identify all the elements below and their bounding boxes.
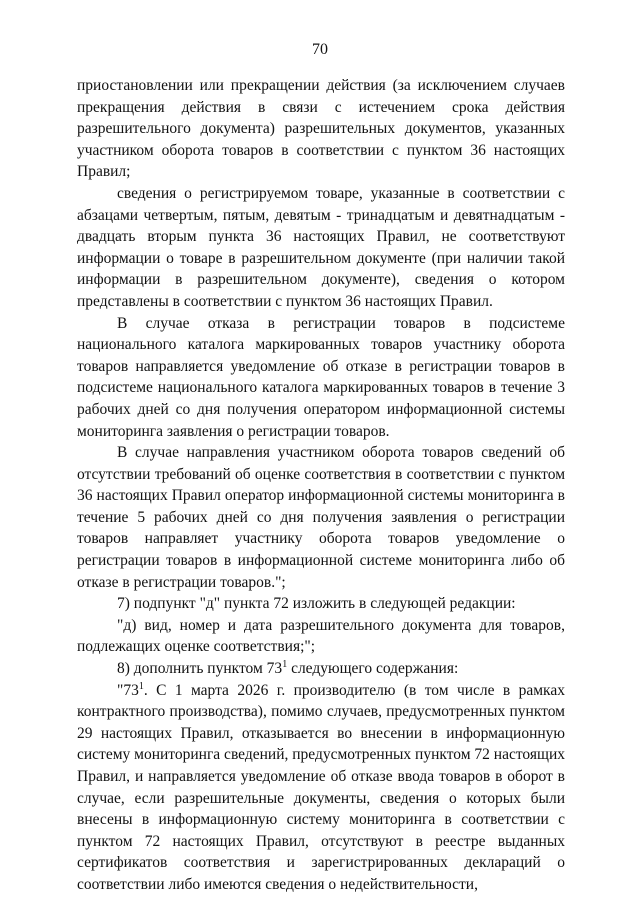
- text-segment: 8) дополнить пунктом 73: [117, 660, 283, 678]
- paragraph: [77, 75, 565, 183]
- text-segment: сведения о регистрируемом товаре, указанные в соответствии с абзацами четвертым, пятым, девятым - тринадцатым и девятнадцатым - двадцать вторым пункта 36 настоящих Правил, не соответствуют информации о товаре в разрешительном документе (при наличии такой информации в разрешительном документе), сведения о котором представлены в соответствии с пунктом 36 настоящих Правил.: [77, 184, 565, 310]
- text-segment: В случае направления участником оборота товаров сведений об отсутствии требований об оценке соответствия в соответствии с пунктом 36 настоящих Правил оператор информационной системы мониторинга в течение 5 рабочих дней со дня получения заявления о регистрации товаров направляет участнику оборота товаров уведомление о регистрации товаров в информационной системе мониторинга либо об отказе в регистрации товаров.";: [77, 444, 565, 591]
- page-number: 70: [312, 41, 328, 58]
- paragraph: [77, 183, 565, 313]
- text-segment: следующего содержания:: [287, 660, 459, 678]
- paragraph: [77, 658, 565, 680]
- text-segment: приостановлении или прекращении действия (за исключением случаев прекращения действия в связи с истечением срока действия разрешительного документа) разрешительных документов, указанных участником оборота товаров в соответствии с пунктом 36 настоящих Правил;: [77, 77, 565, 181]
- text-segment: 7) подпункт "д" пункта 72 изложить в следующей редакции:: [117, 595, 516, 613]
- paragraph: [77, 680, 565, 896]
- paragraph: [77, 615, 565, 658]
- text-segment: "73: [117, 681, 139, 699]
- paragraph: [77, 442, 565, 593]
- text-segment: В случае отказа в регистрации товаров в подсистеме национального каталога маркированных товаров участнику оборота товаров направляется уведомление об отказе в регистрации товаров в подсистеме национального каталога маркированных товаров в течение 3 рабочих дней со дня получения оператором информационной системы мониторинга заявления о регистрации товаров.: [77, 314, 565, 440]
- paragraph: [77, 593, 565, 615]
- superscript: 1: [138, 680, 144, 692]
- text-segment: . С 1 марта 2026 г. производителю (в том числе в рамках контрактного производства), помимо случаев, предусмотренных пунктом 29 настоящих Правил, отказывается во внесении в информационную систему мониторинга сведений, предусмотренных пунктом 72 настоящих Правил, и направляется уведомление об отказе ввода товаров в оборот в случае, если разрешительные документы, сведения о которых были внесены в информационную систему мониторинга в соответствии с пунктом 72 настоящих Правил, отсутствуют в реестре выданных сертификатов соответствия и зарегистрированных деклараций о соответствии либо имеются сведения о недействительности,: [77, 681, 565, 893]
- text-segment: "д) вид, номер и дата разрешительного документа для товаров, подлежащих оценке соответствия;";: [77, 616, 565, 656]
- paragraph: [77, 313, 565, 443]
- document-body: [77, 75, 565, 896]
- superscript: 1: [282, 658, 288, 670]
